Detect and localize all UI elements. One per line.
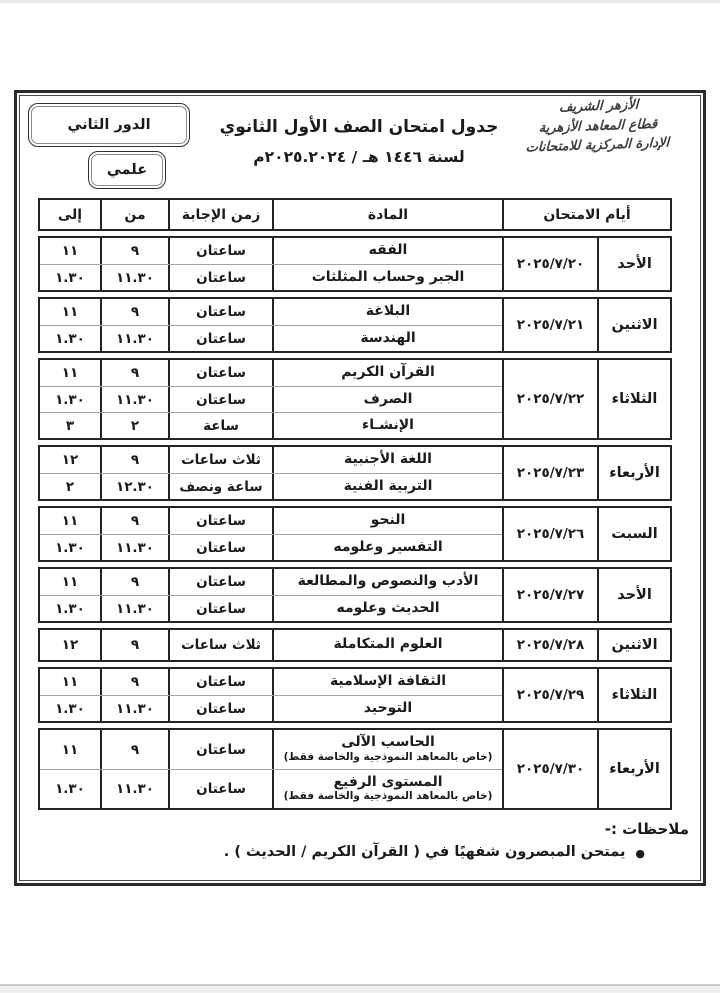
round-badge-label: الدور الثاني bbox=[67, 117, 151, 133]
day-name-cell: الثلاثاء bbox=[611, 687, 658, 703]
letterhead bbox=[502, 94, 694, 159]
duration-cell: ساعتان bbox=[170, 299, 274, 325]
column-header-duration: زمن الإجابة bbox=[170, 200, 274, 229]
subject-cell bbox=[274, 508, 502, 534]
subject-cell bbox=[274, 474, 502, 499]
document-frame bbox=[14, 90, 706, 886]
exam-date-cell: ٢٠٢٥/٧/٢٣ bbox=[504, 447, 599, 499]
subject-name: القرآن الكريم bbox=[341, 364, 435, 381]
subject-row bbox=[40, 669, 502, 695]
duration-cell: ساعتان bbox=[170, 596, 274, 621]
subjects-group bbox=[40, 447, 504, 499]
day-block bbox=[38, 236, 672, 292]
subject-row bbox=[40, 730, 502, 769]
subjects-group bbox=[40, 730, 504, 808]
subject-row bbox=[40, 238, 502, 264]
to-time-cell: ١١ bbox=[40, 569, 102, 595]
day-name-cell: الأربعاء bbox=[609, 761, 660, 777]
to-time-cell: ١.٣٠ bbox=[40, 770, 102, 808]
from-time-cell: ٩ bbox=[102, 630, 170, 660]
duration-cell: ثلاث ساعات bbox=[170, 630, 274, 660]
to-time-cell: ١١ bbox=[40, 299, 102, 325]
subject-name: الثقافة الإسلامية bbox=[329, 673, 447, 690]
title-main: جدول امتحان الصف الأول الثانوي bbox=[219, 117, 499, 137]
note-item bbox=[17, 844, 689, 860]
letterhead-line-1: الأزهر الشريف bbox=[558, 97, 639, 116]
subject-row bbox=[40, 534, 502, 560]
from-time-cell: ١١.٣٠ bbox=[102, 535, 170, 560]
subject-name: الحديث وعلومه bbox=[336, 599, 440, 616]
day-name-cell: الثلاثاء bbox=[611, 391, 658, 407]
from-time-cell: ٩ bbox=[102, 238, 170, 264]
day-name-cell: الأحد bbox=[617, 256, 652, 272]
to-time-cell: ١١ bbox=[40, 508, 102, 534]
exam-date-cell: ٢٠٢٥/٧/٢٧ bbox=[504, 569, 599, 621]
subject-cell bbox=[274, 447, 502, 473]
exam-date-cell: ٢٠٢٥/٧/٢٢ bbox=[504, 360, 599, 438]
column-header-exam-days: أيام الامتحان bbox=[543, 206, 631, 223]
from-time-cell: ١١.٣٠ bbox=[102, 326, 170, 351]
subject-name: الحاسب الآلى bbox=[341, 734, 435, 751]
subject-name: العلوم المتكاملة bbox=[333, 636, 443, 653]
duration-cell: ساعتان bbox=[170, 569, 274, 595]
subject-row bbox=[40, 569, 502, 595]
subject-name: التوحيد bbox=[363, 699, 413, 716]
scan-edge-bottom bbox=[0, 984, 720, 993]
from-time-cell: ٩ bbox=[102, 360, 170, 386]
duration-cell: ساعتان bbox=[170, 508, 274, 534]
duration-cell: ساعة bbox=[170, 413, 274, 438]
to-time-cell: ١١ bbox=[40, 669, 102, 695]
day-name-cell: الأربعاء bbox=[609, 465, 660, 481]
column-header-subject: المادة bbox=[274, 200, 504, 229]
to-time-cell: ١.٣٠ bbox=[40, 265, 102, 290]
to-time-cell: ١.٣٠ bbox=[40, 696, 102, 721]
from-time-cell: ٩ bbox=[102, 299, 170, 325]
day-blocks bbox=[38, 236, 672, 810]
subject-row bbox=[40, 299, 502, 325]
day-block bbox=[38, 506, 672, 562]
duration-cell: ثلاث ساعات bbox=[170, 447, 274, 473]
subject-cell bbox=[274, 299, 502, 325]
to-time-cell: ١.٣٠ bbox=[40, 535, 102, 560]
duration-cell: ساعتان bbox=[170, 770, 274, 808]
day-name-cell: الاثنين bbox=[611, 317, 658, 333]
bullet-icon: ● bbox=[635, 847, 645, 860]
subject-cell bbox=[274, 669, 502, 695]
subject-name: الإنشـاء bbox=[362, 416, 414, 433]
subject-row bbox=[40, 360, 502, 386]
to-time-cell: ١١ bbox=[40, 730, 102, 769]
from-time-cell: ٢ bbox=[102, 413, 170, 438]
duration-cell: ساعتان bbox=[170, 535, 274, 560]
day-block bbox=[38, 445, 672, 501]
from-time-cell: ٩ bbox=[102, 669, 170, 695]
subject-name: التفسير وعلومه bbox=[333, 538, 443, 555]
subject-row bbox=[40, 447, 502, 473]
exam-date-cell: ٢٠٢٥/٧/٢٩ bbox=[504, 669, 599, 721]
document-title bbox=[219, 117, 499, 166]
scan-edge-top bbox=[0, 0, 720, 3]
duration-cell: ساعتان bbox=[170, 326, 274, 351]
subject-name: الصرف bbox=[363, 390, 413, 407]
subject-cell bbox=[274, 535, 502, 560]
letterhead-line-2: قطاع المعاهد الأزهرية bbox=[538, 116, 658, 136]
duration-cell: ساعتان bbox=[170, 265, 274, 290]
subject-cell bbox=[274, 265, 502, 290]
subject-cell bbox=[274, 413, 502, 438]
subject-row bbox=[40, 473, 502, 499]
to-time-cell: ١.٣٠ bbox=[40, 387, 102, 412]
subject-row bbox=[40, 595, 502, 621]
subject-cell bbox=[274, 696, 502, 721]
from-time-cell: ٩ bbox=[102, 508, 170, 534]
day-block bbox=[38, 628, 672, 662]
subject-cell bbox=[274, 387, 502, 412]
to-time-cell: ٢ bbox=[40, 474, 102, 499]
duration-cell: ساعتان bbox=[170, 387, 274, 412]
exam-date-cell: ٢٠٢٥/٧/٢٠ bbox=[504, 238, 599, 290]
column-header-from: من bbox=[102, 200, 170, 229]
subjects-group bbox=[40, 360, 504, 438]
day-block bbox=[38, 567, 672, 623]
subject-name: الجبر وحساب المثلثات bbox=[311, 268, 465, 285]
document-header bbox=[17, 93, 703, 198]
duration-cell: ساعتان bbox=[170, 696, 274, 721]
duration-cell: ساعة ونصف bbox=[170, 474, 274, 499]
exam-date-cell: ٢٠٢٥/٧/٣٠ bbox=[504, 730, 599, 808]
subject-name: المستوى الرفيع bbox=[333, 773, 443, 790]
exam-date-cell: ٢٠٢٥/٧/٢٨ bbox=[504, 630, 599, 660]
from-time-cell: ٩ bbox=[102, 569, 170, 595]
day-name-cell: السبت bbox=[611, 526, 658, 542]
subject-name: الأدب والنصوص والمطالعة bbox=[297, 573, 479, 590]
to-time-cell: ١.٣٠ bbox=[40, 326, 102, 351]
from-time-cell: ٩ bbox=[102, 447, 170, 473]
subjects-group bbox=[40, 630, 504, 660]
subject-cell bbox=[274, 326, 502, 351]
day-block bbox=[38, 358, 672, 440]
duration-cell: ساعتان bbox=[170, 669, 274, 695]
from-time-cell: ١١.٣٠ bbox=[102, 596, 170, 621]
day-block bbox=[38, 728, 672, 810]
notes-section bbox=[17, 820, 689, 860]
subject-name: البلاغة bbox=[365, 303, 411, 320]
duration-cell: ساعتان bbox=[170, 238, 274, 264]
track-badge bbox=[88, 151, 166, 189]
day-name-cell: الأحد bbox=[617, 587, 652, 603]
subject-row bbox=[40, 769, 502, 808]
subjects-group bbox=[40, 238, 504, 290]
exam-date-cell: ٢٠٢٥/٧/٢١ bbox=[504, 299, 599, 351]
to-time-cell: ١.٣٠ bbox=[40, 596, 102, 621]
notes-title: ملاحظات :- bbox=[604, 820, 689, 838]
subject-cell bbox=[274, 596, 502, 621]
subject-name: اللغة الأجنبية bbox=[344, 451, 432, 468]
subject-name: الفقه bbox=[368, 242, 408, 259]
to-time-cell: ١١ bbox=[40, 360, 102, 386]
from-time-cell: ١١.٣٠ bbox=[102, 387, 170, 412]
to-time-cell: ١٢ bbox=[40, 630, 102, 660]
note-text: يمتحن المبصرون شفهيًا في ( القرآن الكريم / الحديث ) . bbox=[223, 844, 626, 860]
subject-cell bbox=[274, 360, 502, 386]
day-block bbox=[38, 297, 672, 353]
subject-row bbox=[40, 325, 502, 351]
subject-row bbox=[40, 264, 502, 290]
from-time-cell: ٩ bbox=[102, 730, 170, 769]
subject-cell bbox=[274, 770, 502, 808]
round-badge bbox=[28, 103, 190, 147]
subject-cell bbox=[274, 238, 502, 264]
exam-date-cell: ٢٠٢٥/٧/٢٦ bbox=[504, 508, 599, 560]
letterhead-line-3: الإدارة المركزية للامتحانات bbox=[525, 135, 670, 156]
track-badge-label: علمي bbox=[106, 162, 148, 178]
to-time-cell: ١١ bbox=[40, 238, 102, 264]
day-name-cell: الاثنين bbox=[611, 637, 658, 653]
to-time-cell: ١٢ bbox=[40, 447, 102, 473]
subject-note: (خاص بالمعاهد النموذجية والخاصة فقط) bbox=[283, 790, 493, 803]
exam-schedule-table bbox=[38, 198, 672, 810]
subject-row bbox=[40, 386, 502, 412]
duration-cell: ساعتان bbox=[170, 360, 274, 386]
subject-row bbox=[40, 412, 502, 438]
duration-cell: ساعتان bbox=[170, 730, 274, 769]
to-time-cell: ٣ bbox=[40, 413, 102, 438]
subjects-group bbox=[40, 569, 504, 621]
title-year: لسنة ١٤٤٦ هـ / ٢٠٢٥.٢٠٢٤م bbox=[253, 148, 465, 166]
from-time-cell: ١٢.٣٠ bbox=[102, 474, 170, 499]
from-time-cell: ١١.٣٠ bbox=[102, 265, 170, 290]
subject-row bbox=[40, 630, 502, 660]
table-header-row bbox=[38, 198, 672, 231]
subject-cell bbox=[274, 630, 502, 660]
subjects-group bbox=[40, 299, 504, 351]
subject-row bbox=[40, 508, 502, 534]
subject-name: النحو bbox=[370, 512, 406, 529]
column-header-to: إلى bbox=[40, 200, 102, 229]
subject-row bbox=[40, 695, 502, 721]
subject-name: التربية الفنية bbox=[343, 477, 433, 494]
from-time-cell: ١١.٣٠ bbox=[102, 770, 170, 808]
subject-name: الهندسة bbox=[360, 329, 416, 346]
subjects-group bbox=[40, 508, 504, 560]
subject-cell bbox=[274, 730, 502, 769]
subject-cell bbox=[274, 569, 502, 595]
subjects-group bbox=[40, 669, 504, 721]
from-time-cell: ١١.٣٠ bbox=[102, 696, 170, 721]
day-block bbox=[38, 667, 672, 723]
subject-note: (خاص بالمعاهد النموذجية والخاصة فقط) bbox=[283, 750, 493, 763]
